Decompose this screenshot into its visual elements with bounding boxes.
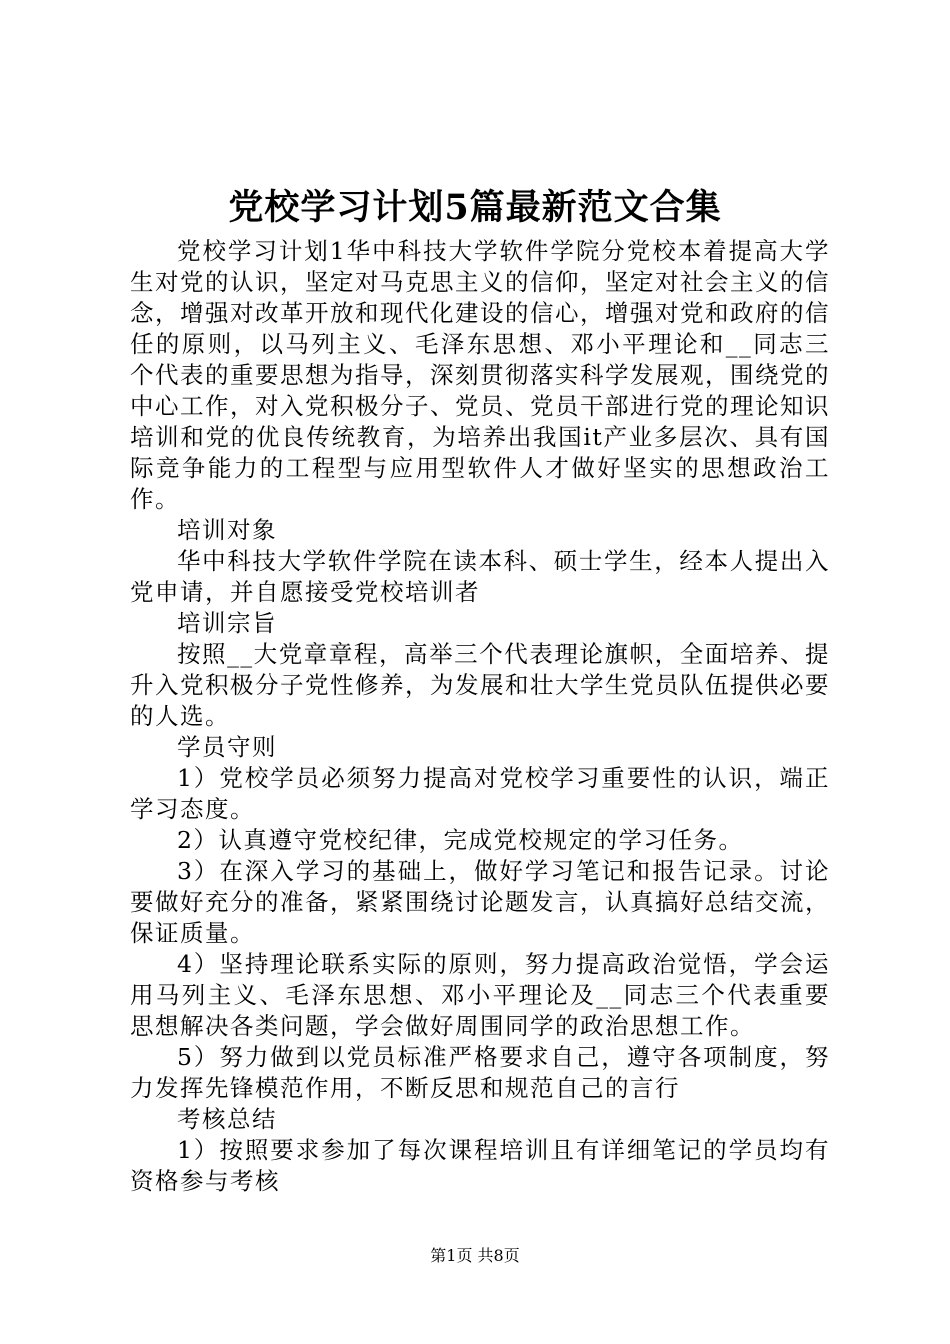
document-title: 党校学习计划5篇最新范文合集 — [228, 187, 722, 228]
paragraph-training-purpose: 按照__大党章章程，高举三个代表理论旗帜，全面培养、提升入党积极分子党性修养，为发展和壮大学生党员队伍提供必要的人选。 — [130, 640, 830, 730]
heading-assessment: 考核总结 — [177, 1105, 277, 1133]
heading-training-target: 培训对象 — [177, 516, 277, 544]
heading-training-purpose: 培训宗旨 — [177, 609, 277, 637]
rule-item-5: 5）努力做到以党员标准严格要求自己，遵守各项制度，努力发挥先锋模范作用，不断反思和规范自己的言行 — [130, 1043, 830, 1102]
rule-item-1: 1）党校学员必须努力提高对党校学习重要性的认识，端正学习态度。 — [130, 764, 830, 823]
paragraph-intro: 党校学习计划1华中科技大学软件学院分党校本着提高大学生对党的认识，坚定对马克思主义的信仰，坚定对社会主义的信念，增强对改革开放和现代化建设的信心，增强对党和政府的信任的原则，以马列主义、毛泽东思想、邓小平理论和__同志三个代表的重要思想为指导，深刻贯彻落实科学发展观，围绕党的中心工作，对入党积极分子、党员、党员干部进行党的理论知识培训和党的优良传统教育，为培养出我国it产业多层次、具有国际竞争能力的工程型与应用型软件人才做好坚实的思想政治工作。 — [130, 237, 830, 513]
paragraph-training-target: 华中科技大学软件学院在读本科、硕士学生，经本人提出入党申请，并自愿接受党校培训者 — [130, 547, 830, 606]
page-footer: 第1页 共8页 — [430, 1246, 520, 1265]
heading-student-rules: 学员守则 — [177, 733, 277, 761]
rule-item-3: 3）在深入学习的基础上，做好学习笔记和报告记录。讨论要做好充分的准备，紧紧围绕讨论题发言，认真搞好总结交流，保证质量。 — [130, 857, 830, 947]
assessment-item-1: 1）按照要求参加了每次课程培训且有详细笔记的学员均有资格参与考核 — [130, 1136, 830, 1195]
rule-item-4: 4）坚持理论联系实际的原则，努力提高政治觉悟，学会运用马列主义、毛泽东思想、邓小平理论及__同志三个代表重要思想解决各类问题，学会做好周围同学的政治思想工作。 — [130, 950, 830, 1040]
document-body — [130, 236, 830, 1197]
rule-item-2: 2）认真遵守党校纪律，完成党校规定的学习任务。 — [177, 826, 744, 854]
